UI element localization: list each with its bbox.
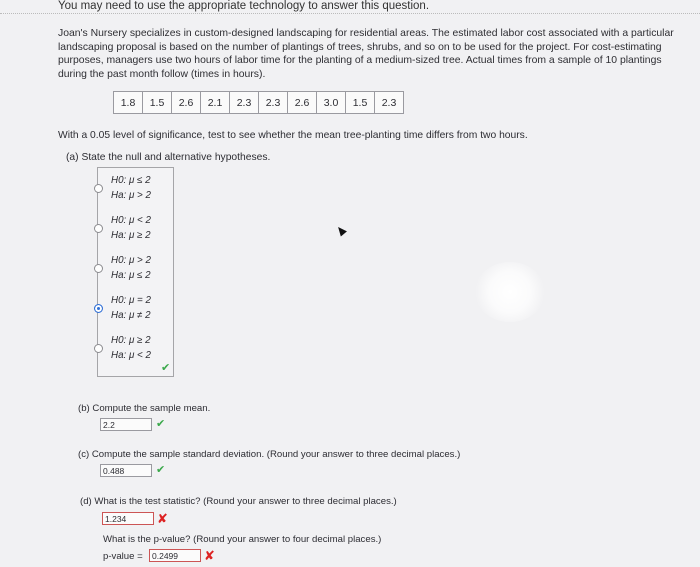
hypothesis-option-4[interactable]	[98, 294, 173, 328]
check-icon: ✔	[156, 464, 166, 476]
hypothesis-option-5[interactable]	[98, 334, 173, 368]
sample-mean-field[interactable]: 2.2	[100, 418, 152, 431]
sample-time-cell: 1.5	[143, 92, 172, 114]
hypothesis-choices	[97, 167, 174, 377]
alternative-hypothesis: Ha: μ > 2	[111, 190, 151, 201]
radio-button[interactable]	[94, 344, 103, 353]
problem-text: Joan's Nursery specializes in custom-designed landscaping for residential areas. The estimated labor cost associated with a particular landscaping proposal is based on the number of plantings of trees, shrubs, and so on to be used for the project. For cost-estimating purposes, managers use two hours of labor time for the planting of a medium-sized tree. Actual times from a sample of 10 plantings during the past month follow (times in hours).	[58, 28, 674, 80]
test-statistic-field[interactable]: 1.234	[102, 512, 154, 525]
alternative-hypothesis: Ha: μ ≥ 2	[111, 230, 151, 241]
part-b-label: (b) Compute the sample mean.	[78, 403, 211, 414]
radio-button[interactable]	[94, 184, 103, 193]
sample-time-cell: 2.1	[201, 92, 230, 114]
sample-time-cell: 1.5	[346, 92, 375, 114]
null-hypothesis: H0: μ = 2	[111, 295, 151, 306]
null-hypothesis: H0: μ ≥ 2	[111, 335, 151, 346]
alternative-hypothesis: Ha: μ < 2	[111, 350, 151, 361]
sample-time-cell: 2.3	[259, 92, 288, 114]
hypothesis-option-3[interactable]	[98, 254, 173, 288]
part-a-label: (a) State the null and alternative hypotheses.	[66, 152, 271, 163]
sample-times-table	[113, 91, 404, 114]
radio-button[interactable]	[94, 264, 103, 273]
sample-time-cell: 3.0	[317, 92, 346, 114]
sample-time-cell: 1.8	[114, 92, 143, 114]
pvalue-field[interactable]: 0.2499	[149, 549, 201, 562]
check-icon: ✔	[156, 418, 166, 430]
screen-glare	[475, 262, 545, 322]
instruction-header: You may need to use the appropriate technology to answer this question.	[58, 0, 430, 12]
null-hypothesis: H0: μ < 2	[111, 215, 151, 226]
cross-icon: ✘	[157, 511, 168, 526]
sample-time-cell: 2.3	[375, 92, 404, 114]
sample-time-cell: 2.6	[172, 92, 201, 114]
null-hypothesis: H0: μ ≤ 2	[111, 175, 151, 186]
pvalue-question: What is the p-value? (Round your answer to four decimal places.)	[103, 534, 382, 545]
part-c-label: (c) Compute the sample standard deviation. (Round your answer to three decimal places.)	[78, 449, 461, 460]
significance-text: With a 0.05 level of significance, test to see whether the mean tree-planting time differs from two hours.	[58, 130, 528, 141]
sample-time-cell: 2.3	[230, 92, 259, 114]
part-d-label: (d) What is the test statistic? (Round your answer to three decimal places.)	[80, 496, 397, 507]
cross-icon: ✘	[204, 548, 215, 563]
radio-button[interactable]	[94, 224, 103, 233]
hypothesis-option-2[interactable]	[98, 214, 173, 248]
sample-time-cell: 2.6	[288, 92, 317, 114]
hypothesis-option-1[interactable]	[98, 174, 173, 208]
null-hypothesis: H0: μ > 2	[111, 255, 151, 266]
check-icon: ✔	[161, 362, 171, 374]
alternative-hypothesis: Ha: μ ≤ 2	[111, 270, 151, 281]
std-dev-field[interactable]: 0.488	[100, 464, 152, 477]
pvalue-prefix: p-value =	[103, 551, 143, 562]
mouse-cursor-icon	[335, 224, 347, 236]
radio-button[interactable]	[94, 304, 103, 313]
divider	[0, 13, 700, 14]
alternative-hypothesis: Ha: μ ≠ 2	[111, 310, 151, 321]
